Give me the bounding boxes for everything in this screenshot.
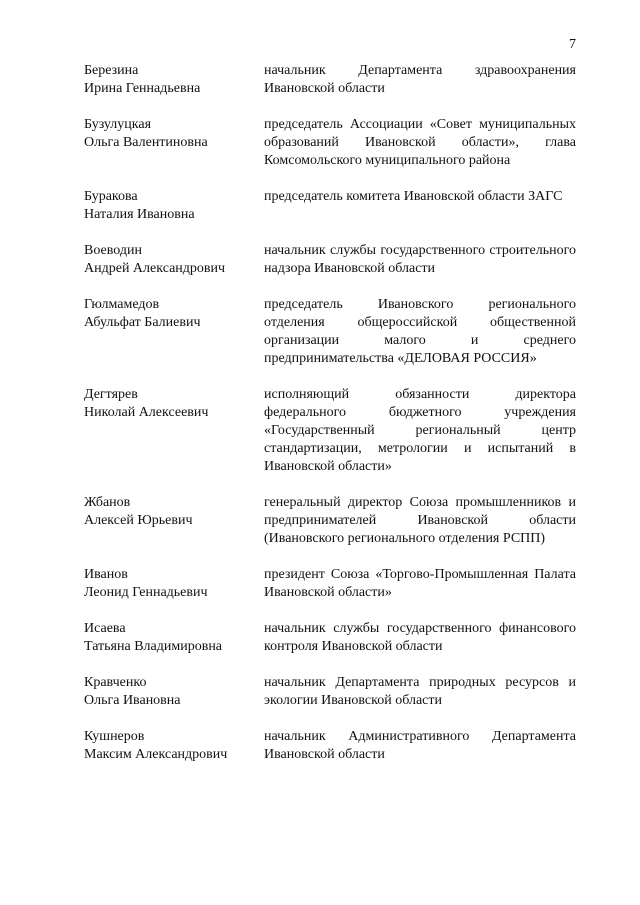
member-position: председатель комитета Ивановской области ЗАГС [264, 189, 563, 204]
member-entry [84, 296, 576, 368]
member-given-names: Ольга Валентиновна [84, 135, 208, 150]
member-surname: Дегтярев [84, 387, 138, 402]
member-name [84, 674, 264, 710]
member-position: начальник Департамента здравоохранения Ивановской области [264, 63, 576, 96]
member-entry [84, 728, 576, 764]
member-position: генеральный директор Союза промышленников и предпринимателей Ивановской области (Ивановского регионального отделения РСПП) [264, 495, 576, 546]
member-surname: Березина [84, 63, 139, 78]
member-entry [84, 188, 576, 224]
member-given-names: Татьяна Владимировна [84, 639, 223, 654]
member-given-names: Ольга Ивановна [84, 693, 181, 708]
member-position: начальник Административного Департамента Ивановской области [264, 729, 576, 762]
member-surname: Жбанов [84, 495, 131, 510]
member-given-names: Николай Алексеевич [84, 405, 209, 420]
member-given-names: Ирина Геннадьевна [84, 81, 201, 96]
member-entry [84, 116, 576, 170]
member-position: председатель Ивановского регионального отделения общероссийской общественной организации малого и среднего предпринимательства «ДЕЛОВАЯ РОССИЯ» [264, 297, 576, 366]
member-name [84, 386, 264, 422]
member-given-names: Андрей Александрович [84, 261, 226, 276]
member-entry [84, 494, 576, 548]
member-entry [84, 620, 576, 656]
member-given-names: Абульфат Балиевич [84, 315, 201, 330]
member-name [84, 242, 264, 278]
member-position: исполняющий обязанности директора федерального бюджетного учреждения «Государственный региональный центр стандартизации, метрологии и испытаний в Ивановской области» [264, 387, 576, 474]
member-given-names: Алексей Юрьевич [84, 513, 193, 528]
member-given-names: Леонид Геннадьевич [84, 585, 208, 600]
member-position: председатель Ассоциации «Совет муниципальных образований Ивановской области», глава Комсомольского муниципального района [264, 117, 576, 168]
member-surname: Исаева [84, 621, 126, 636]
member-surname: Кравченко [84, 675, 147, 690]
member-name [84, 188, 264, 224]
member-position: президент Союза «Торгово-Промышленная Палата Ивановской области» [264, 567, 576, 600]
member-given-names: Максим Александрович [84, 747, 228, 762]
member-surname: Бузулуцкая [84, 117, 152, 132]
member-surname: Иванов [84, 567, 128, 582]
member-name [84, 494, 264, 530]
member-position: начальник Департамента природных ресурсов и экологии Ивановской области [264, 675, 576, 708]
member-given-names: Наталия Ивановна [84, 207, 195, 222]
member-entry [84, 566, 576, 602]
member-name [84, 296, 264, 332]
member-surname: Гюлмамедов [84, 297, 160, 312]
member-entry [84, 242, 576, 278]
member-position: начальник службы государственного строительного надзора Ивановской области [264, 243, 576, 276]
member-surname: Кушнеров [84, 729, 145, 744]
member-name [84, 728, 264, 764]
member-name [84, 116, 264, 152]
member-list [84, 62, 576, 782]
member-name [84, 62, 264, 98]
member-name [84, 566, 264, 602]
member-entry [84, 386, 576, 476]
member-surname: Буракова [84, 189, 138, 204]
member-name [84, 620, 264, 656]
member-surname: Воеводин [84, 243, 142, 258]
page-number: 7 [569, 37, 576, 52]
member-entry [84, 674, 576, 710]
member-position: начальник службы государственного финансового контроля Ивановской области [264, 621, 576, 654]
member-entry [84, 62, 576, 98]
